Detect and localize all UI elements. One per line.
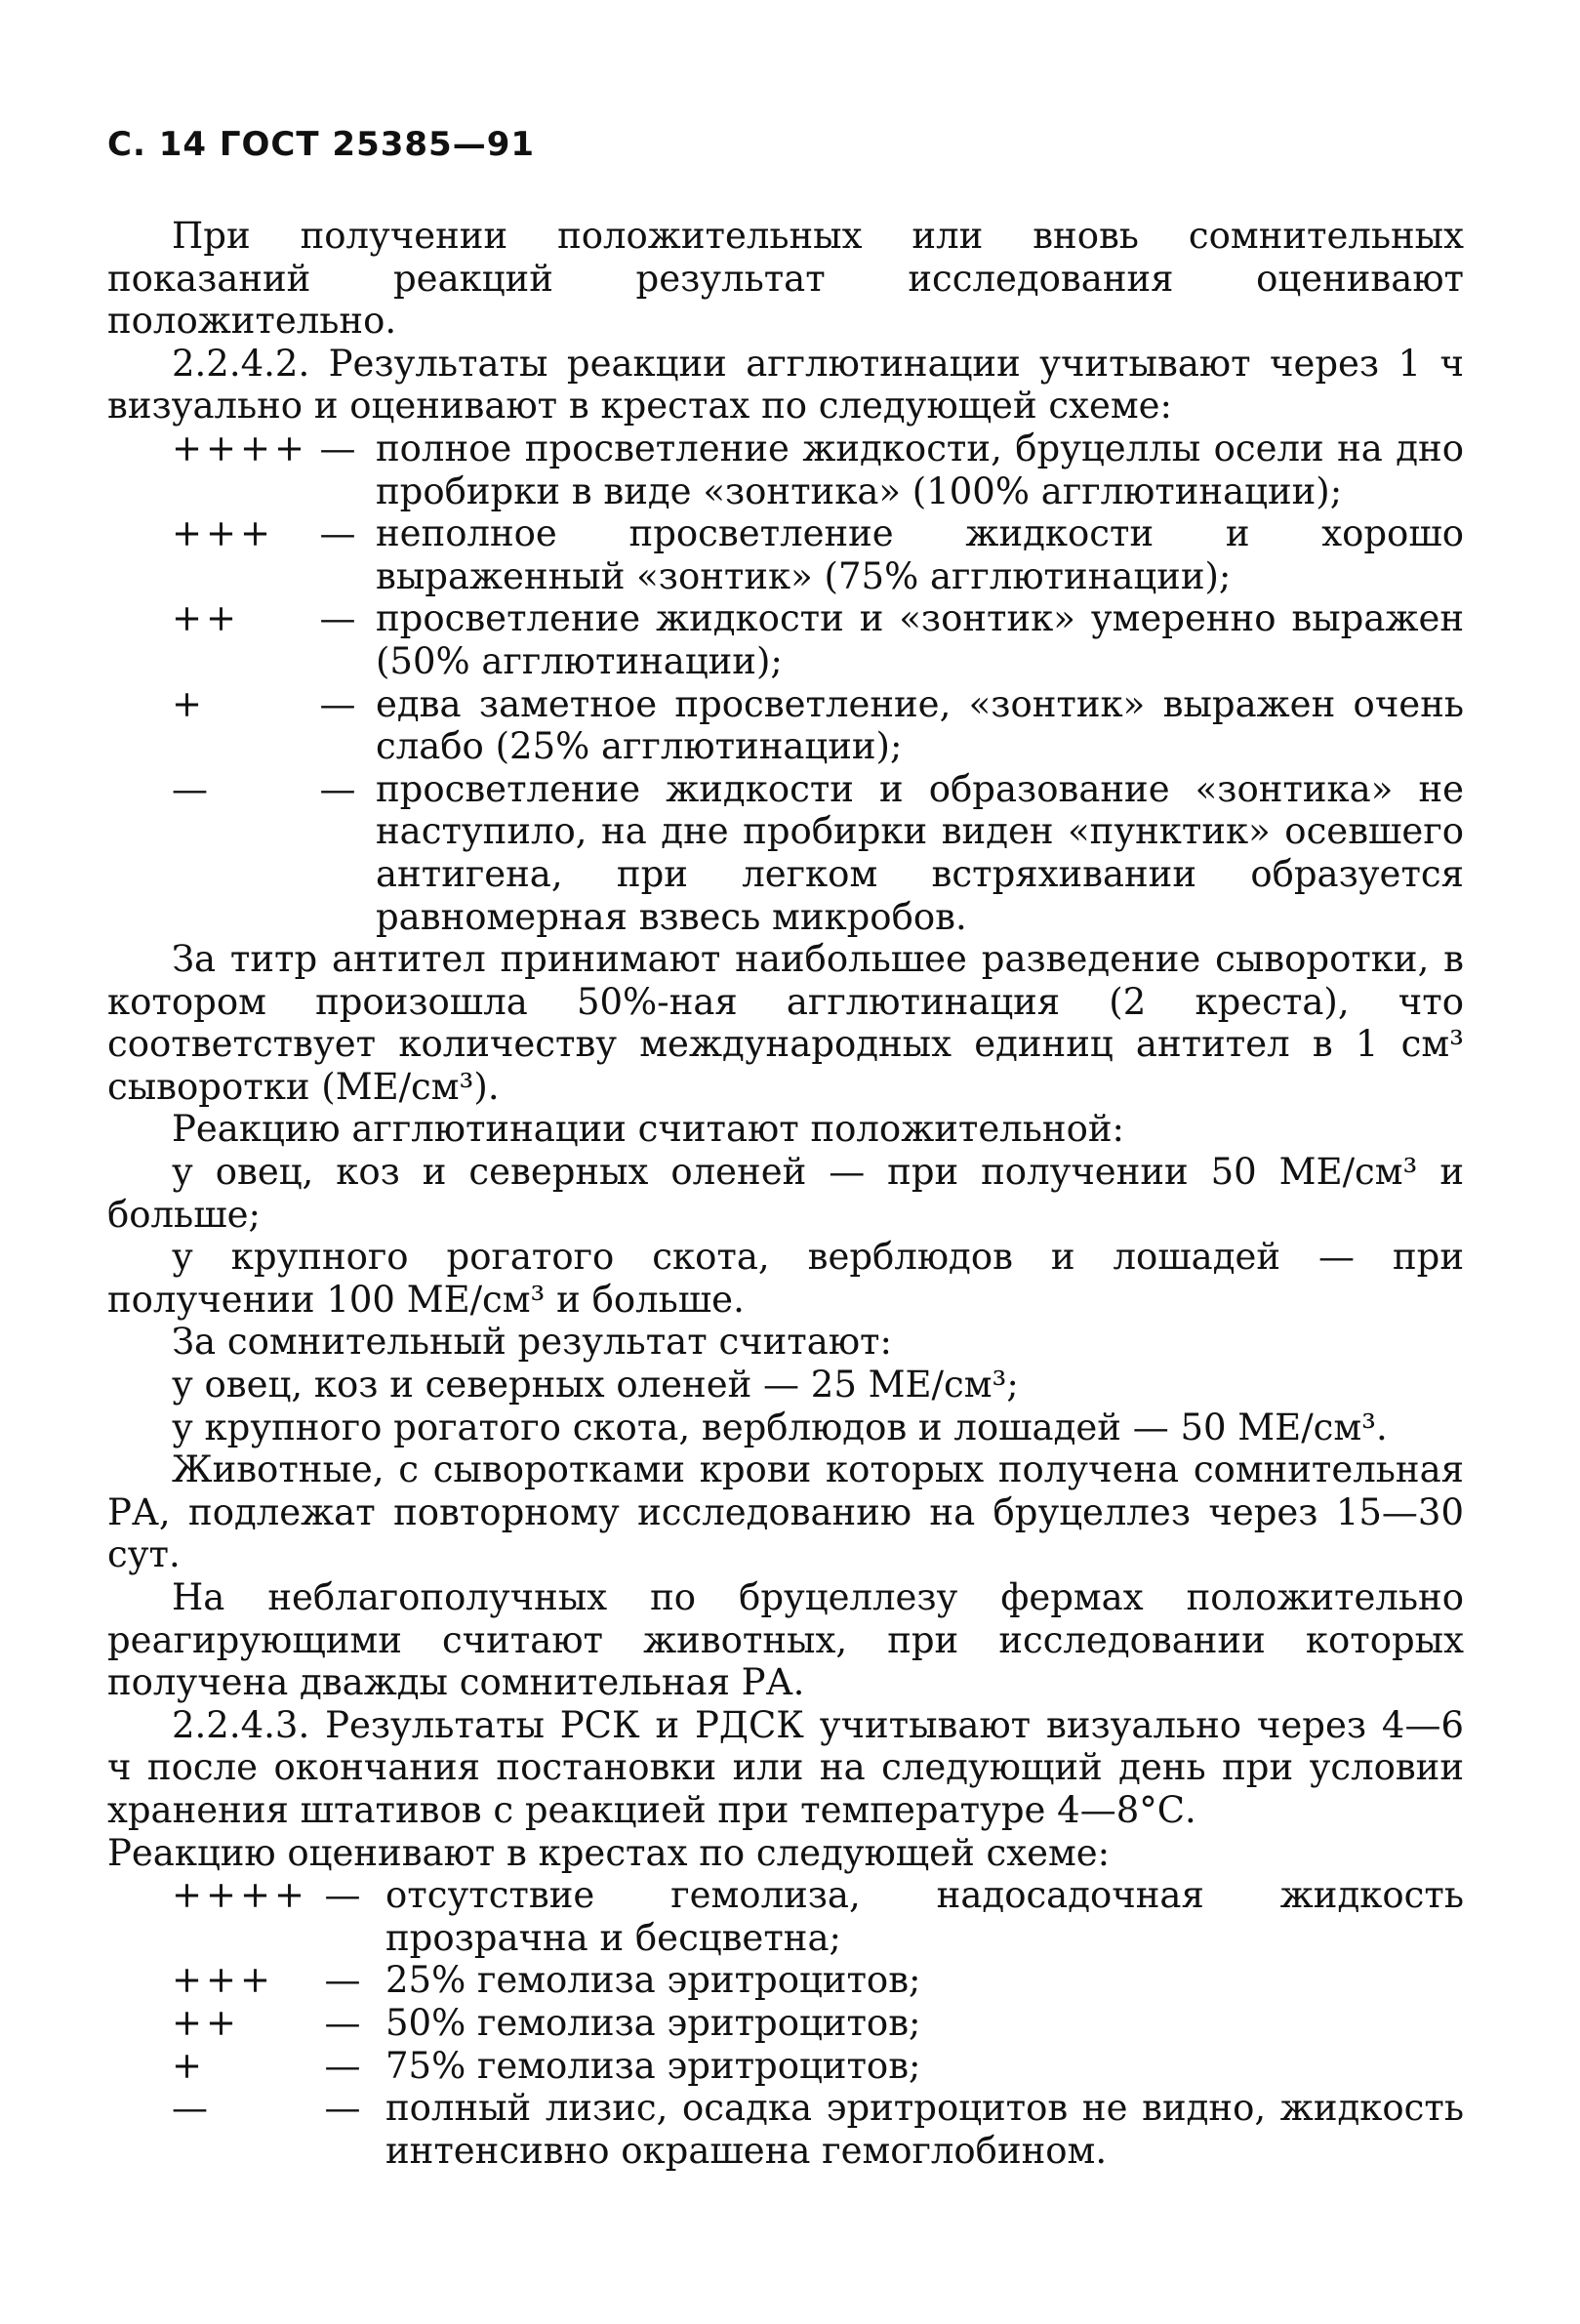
scale-description: полное просветление жидкости, бруцеллы осели на дно пробирки в виде «зонтика» (100% агглютинации); <box>376 427 1464 512</box>
doubtful-cattle: у крупного рогатого скота, верблюдов и лошадей — 50 МЕ/см³. <box>172 1406 1388 1448</box>
scale-symbol: ++ <box>172 597 241 640</box>
scale-description: неполное просветление жидкости и хорошо выраженный «зонтик» (75% агглютинации); <box>376 512 1464 597</box>
scale-description: просветление жидкости и образование «зонтика» не наступило, на дне пробирки виден «пунктик» осевшего антигена, при легком встряхивании образуется равномерная взвесь микробов. <box>376 767 1464 938</box>
page-header: С. 14 ГОСТ 25385—91 <box>107 125 536 164</box>
scale-description: едва заметное просветление, «зонтик» выражен очень слабо (25% агглютинации); <box>376 682 1464 768</box>
scale-row <box>107 1959 1464 2002</box>
scale-symbol: +++ <box>172 512 275 555</box>
scale-row <box>107 2087 1464 2172</box>
scale-symbol: ++++ <box>172 427 309 469</box>
scale-description: просветление жидкости и «зонтик» умеренно выражен (50% агглютинации); <box>376 597 1464 682</box>
scale-row <box>107 1874 1464 1959</box>
scale-dash: — <box>319 682 356 725</box>
titer-paragraph: За титр антител принимают наибольшее разведение сыворотки, в котором произошла 50%-ная агглютинация (2 креста), что соответствует количеству международных единиц антител в 1 см³ сыворотки (МЕ/см³). <box>107 938 1464 1108</box>
scale-description: 75% гемолиза эритроцитов; <box>385 2044 921 2087</box>
scale-symbol: — <box>172 2087 212 2130</box>
positive-title: Реакцию агглютинации считают положительной: <box>172 1108 1124 1151</box>
scale-row <box>107 428 1464 512</box>
doubtful-title: За сомнительный результат считают: <box>172 1321 892 1364</box>
scale-description: 50% гемолиза эритроцитов; <box>385 2001 921 2044</box>
scale-dash: — <box>324 2087 361 2130</box>
rsk-scale-intro: Реакцию оценивают в крестах по следующей схеме: <box>107 1831 1111 1874</box>
scale-row <box>107 597 1464 682</box>
retest-paragraph: Животные, с сыворотками крови которых получена сомнительная РА, подлежат повторному исследованию на бруцеллез через 15—30 сут. <box>107 1448 1464 1576</box>
scale-dash: — <box>324 1959 361 2002</box>
scale-dash: — <box>324 2001 361 2044</box>
scale-symbol: — <box>172 767 212 810</box>
scale-row <box>107 512 1464 597</box>
hemolysis-scale <box>107 1874 1464 2172</box>
scale-row <box>107 683 1464 768</box>
scale-description: 25% гемолиза эритроцитов; <box>385 1959 921 2002</box>
scale-symbol: + <box>172 2044 207 2087</box>
scale-dash: — <box>319 512 356 555</box>
scale-description: полный лизис, осадка эритроцитов не видно, жидкость интенсивно окрашена гемоглобином. <box>385 2087 1464 2172</box>
scale-dash: — <box>324 2044 361 2087</box>
farms-paragraph: На неблагополучных по бруцеллезу фермах положительно реагирующими считают животных, при исследовании которых получена дважды сомнительная РА. <box>107 1576 1464 1704</box>
scale-row <box>107 2045 1464 2088</box>
scale-description: отсутствие гемолиза, надосадочная жидкость прозрачна и бесцветна; <box>385 1874 1464 1959</box>
document-body <box>107 215 1464 2172</box>
scale-symbol: ++ <box>172 2001 241 2044</box>
scale-symbol: ++++ <box>172 1874 309 1917</box>
positive-cattle: у крупного рогатого скота, верблюдов и лошадей — при получении 100 МЕ/см³ и больше. <box>107 1236 1464 1321</box>
scale-symbol: +++ <box>172 1959 275 2002</box>
doubtful-sheep: у овец, коз и северных оленей — 25 МЕ/см³; <box>172 1364 1019 1407</box>
scale-row <box>107 768 1464 938</box>
scale-symbol: + <box>172 682 207 725</box>
scale-dash: — <box>319 597 356 640</box>
section-2-2-4-3: 2.2.4.3. Результаты РСК и РДСК учитывают визуально через 4—6 ч после окончания постановки или на следующий день при условии хранения штативов с реакцией при температуре 4—8°С. <box>107 1703 1464 1831</box>
scale-dash: — <box>324 1874 361 1917</box>
scale-row <box>107 2002 1464 2045</box>
positive-sheep: у овец, коз и северных оленей — при получении 50 МЕ/см³ и больше; <box>107 1151 1464 1236</box>
intro-paragraph: При получении положительных или вновь сомнительных показаний реакций результат исследования оценивают положительно. <box>107 215 1464 343</box>
scale-dash: — <box>319 767 356 810</box>
section-2-2-4-2: 2.2.4.2. Результаты реакции агглютинации учитывают через 1 ч визуально и оценивают в крестах по следующей схеме: <box>107 342 1464 428</box>
agglutination-scale <box>107 428 1464 938</box>
scale-dash: — <box>319 427 356 469</box>
